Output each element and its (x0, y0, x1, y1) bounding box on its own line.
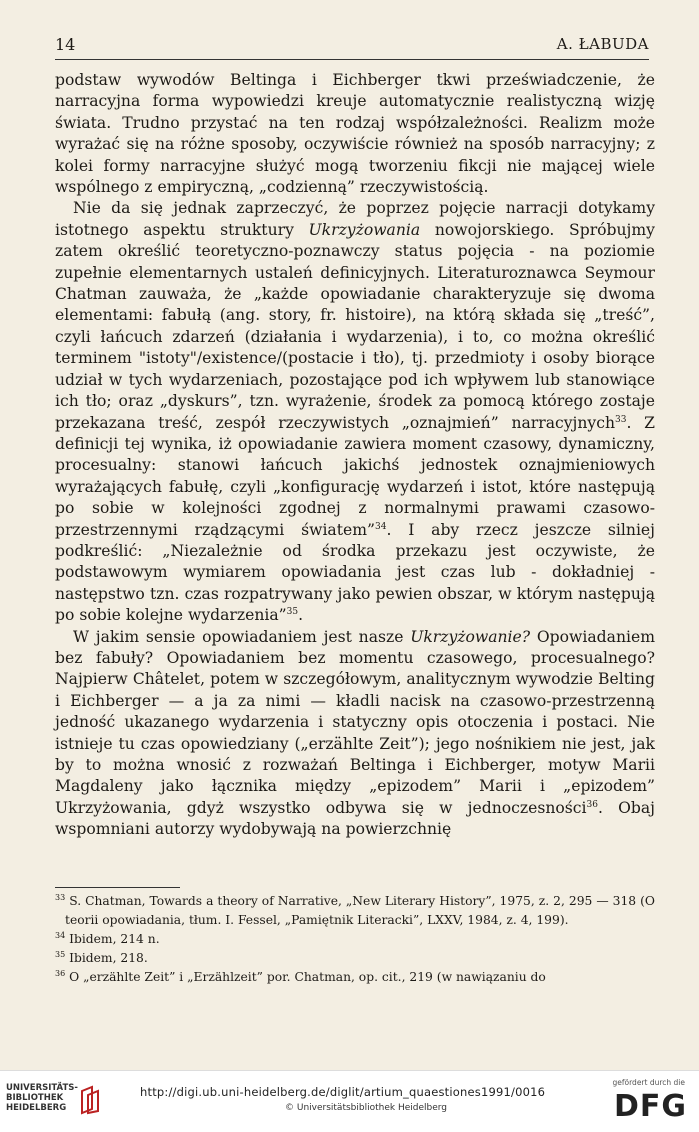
footnote-number: 36 (55, 968, 66, 978)
digitization-footer (0, 1070, 699, 1132)
dfg-logo[interactable]: DFG (613, 1089, 687, 1124)
footnote-number: 34 (55, 930, 66, 940)
copyright-notice: © Universitätsbibliothek Heidelberg (285, 1103, 448, 1113)
footnote-number: 35 (55, 949, 66, 959)
footnote-text: S. Chatman, Towards a theory of Narrative, „New Literary History”, 1975, z. 2, 295 — 318 (O teorii opowiadania, tłum. I. Fessel, „Pamiętnik Literacki”, LXXV, 1984, z. 4, 199). (65, 894, 655, 927)
sponsor-caption: gefördert durch die (612, 1078, 685, 1087)
footnote-33 (55, 892, 655, 930)
footnote-text: Ibidem, 218. (69, 951, 148, 965)
running-author: A. ŁABUDA (556, 35, 649, 53)
library-logo[interactable] (6, 1083, 126, 1123)
footnote-35 (55, 949, 655, 968)
page-number: 14 (55, 35, 76, 54)
footnote-text: Ibidem, 214 n. (69, 932, 160, 946)
body-text (55, 70, 655, 841)
paragraph-2: Nie da się jednak zaprzeczyć, że poprzez pojęcie narracji dotykamy istotnego aspektu struktury Ukrzyżowania nowojorskiego. Spróbujmy zatem określić teoretyczno-poznawczy status pojęcia - na poziomie zupełnie elementarnych ustaleń definicyjnych. Literaturoznawca Seymour Chatman zauważa, że „każde opowiadanie charakteryzuje się dwoma elementami: fabułą (ang. story, fr. histoire), na którą składa się „treść”, czyli łańcuch zdarzeń (działania i wydarzenia), i to, co można określić terminem "istoty"/existence/(postacie i tło), tj. przedmioty i osoby biorące udział w tych wydarzeniach, pozostające pod ich wpływem lub stanowiące ich tło; oraz „dyskurs”, tzn. wyrażenie, środek za pomocą którego zostaje przekazana treść, zespół rzeczywistych „oznajmień” narracyjnych$^{33}$. Z definicji tej wynika, iż opowiadanie zawiera moment czasowy, dynamiczny, procesualny: stanowi łańcuch jakichś jednostek oznajmieniowych wyrażających fabułę, czyli „konfigurację wydarzeń i istot, które następują po sobie w kolejności zgodnej z normalnymi prawami czasowo-przestrzennymi rządzącymi światem”$^{34}$. I aby rzecz jeszcze silniej podkreślić: „Niezależnie od środka przekazu jest oczywiste, że podstawowym wymiarem opowiadania jest czas lub - dokładniej - następstwo tzn. czas rozpatrywany jako pewien obszar, w którym następują po sobie kolejne wydarzenia”$^{35}$. (55, 199, 655, 625)
header-rule (55, 59, 649, 60)
paragraph-3: W jakim sensie opowiadaniem jest nasze Ukrzyżowanie? Opowiadaniem bez fabuły? Opowiadaniem bez momentu czasowego, procesualnego? Najpierw Châtelet, potem w szczegółowym, analitycznym wywodzie Belting i Eichberger — a ja za nimi — kładli nacisk na czasowo-przestrzenną jedność ukazanego wydarzenia i statyczny opis otoczenia i postaci. Nie istnieje tu czas opowiedziany („erzählte Zeit”); jego nośnikiem nie jest, jak by to można wnosić z rozważań Beltinga i Eichberger, motyw Marii Magdaleny jako łącznika między „epizodem” Marii i „epizodem” Ukrzyżowania, gdyż wszystko odbywa się w jednoczesności$^{36}$. Obaj wspomniani autorzy wydobywają na powierzchnię (55, 627, 655, 839)
library-emblem-icon (78, 1085, 102, 1115)
footnote-number: 33 (55, 892, 66, 902)
footnote-rule (55, 887, 180, 888)
running-header (55, 35, 649, 61)
permalink-url[interactable]: http://digi.ub.uni-heidelberg.de/diglit/artium_quaestiones1991/0016 (140, 1085, 546, 1099)
footnotes (55, 892, 655, 987)
library-name: UNIVERSITÄTS- BIBLIOTHEK HEIDELBERG (6, 1083, 78, 1113)
footnote-34 (55, 930, 655, 949)
footnote-36 (55, 968, 655, 987)
footnote-text: O „erzählte Zeit” i „Erzählzeit” por. Chatman, op. cit., 219 (w nawiązaniu do (69, 970, 546, 984)
paragraph-1: podstaw wywodów Beltinga i Eichberger tkwi przeświadczenie, że narracyjna forma wypowiedzi kreuje automatycznie realistyczną wizję świata. Trudno przystać na ten rodzaj współzależności. Realizm może wyrażać się na różne sposoby, oczywiście również na sposób narracyjny; z kolei formy narracyjne służyć mogą tworzeniu fikcji nie mającej wiele wspólnego z empiryczną, „codzienną” rzeczywistością. (55, 71, 655, 197)
